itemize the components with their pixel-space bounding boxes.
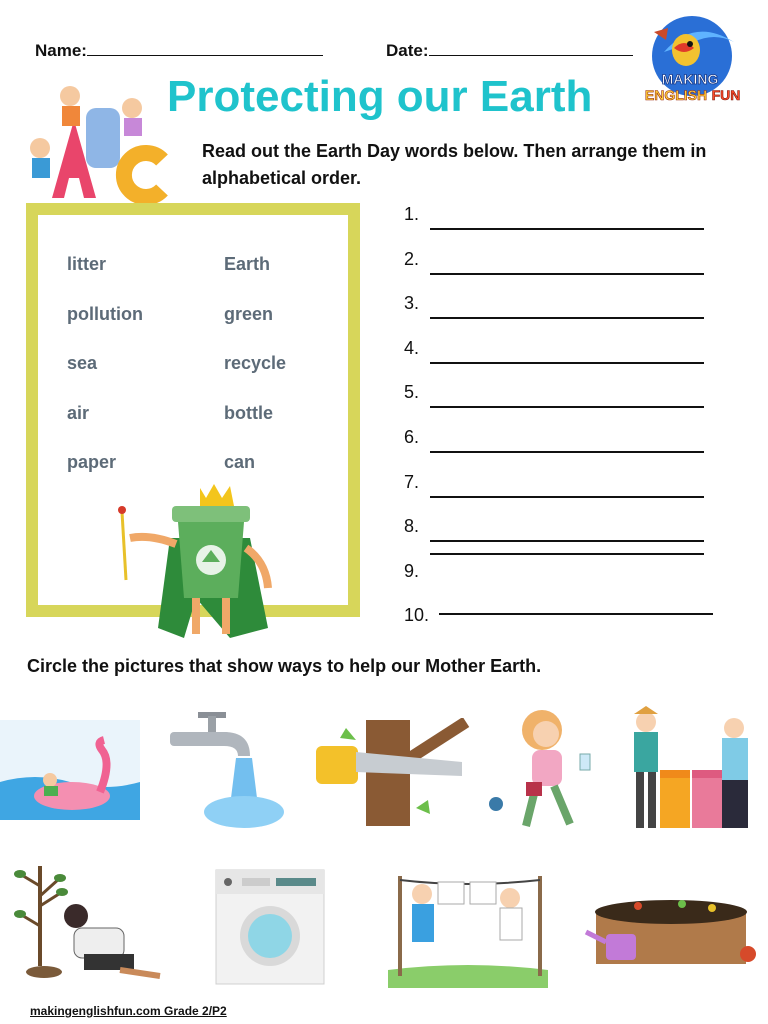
date-line[interactable] — [429, 41, 633, 56]
word-item: recycle — [224, 353, 287, 373]
word-item: Earth — [224, 254, 271, 274]
section2-instructions: Circle the pictures that show ways to help our Mother Earth. — [27, 656, 542, 676]
answer-number: 4. — [404, 337, 420, 358]
answer-line[interactable] — [439, 613, 713, 615]
date-label: Date: — [386, 41, 429, 60]
answer-list — [404, 204, 716, 635]
name-label: Name: — [35, 41, 87, 60]
answer-row — [404, 338, 716, 383]
word-item: pollution — [67, 303, 143, 324]
flamingo-float-littering-icon[interactable] — [0, 712, 140, 830]
answer-row — [404, 204, 716, 249]
answer-number: 7. — [404, 471, 420, 492]
answer-line[interactable] — [430, 451, 704, 453]
word-item: litter — [67, 254, 107, 274]
answer-line[interactable] — [430, 553, 704, 555]
word-item: green — [224, 303, 274, 324]
svg-text:MAKING: MAKING — [661, 71, 719, 87]
making-english-fun-logo — [634, 12, 746, 110]
word-item: paper — [67, 452, 117, 472]
compost-bin-icon[interactable] — [582, 888, 762, 972]
word-item: sea — [67, 353, 98, 373]
answer-number: 3. — [404, 293, 420, 314]
answer-line[interactable] — [430, 406, 704, 408]
word-item: bottle — [224, 402, 273, 423]
answer-number: 2. — [404, 248, 420, 269]
word-item: air — [67, 402, 90, 423]
drying-clothes-icon[interactable] — [388, 870, 548, 988]
answer-row — [404, 293, 716, 338]
answer-number: 9. — [404, 560, 420, 581]
svg-text:FUN: FUN — [711, 87, 741, 103]
answer-row — [404, 472, 716, 517]
answer-line[interactable] — [430, 496, 704, 498]
answer-line[interactable] — [430, 228, 704, 230]
saw-cutting-tree-icon[interactable] — [316, 718, 472, 828]
answer-line[interactable] — [430, 362, 704, 364]
answer-line[interactable] — [430, 317, 704, 319]
answer-line[interactable] — [430, 540, 704, 542]
instructions-text: Read out the Earth Day words below. Then arrange them in alphabetical order. — [202, 141, 707, 188]
girl-littering-icon[interactable] — [482, 706, 602, 832]
page-title: Protecting our Earth — [167, 72, 593, 121]
washing-machine-icon[interactable] — [214, 868, 326, 986]
date-field — [386, 41, 633, 61]
recycle-bin-king-icon — [110, 478, 280, 646]
answer-row — [404, 561, 716, 606]
answer-row — [404, 249, 716, 294]
word-list-right — [224, 254, 286, 502]
abc-kids-icon — [22, 78, 172, 203]
answer-line[interactable] — [430, 273, 704, 275]
answer-number: 10. — [404, 605, 430, 626]
name-line[interactable] — [87, 41, 323, 56]
svg-text:ENGLISH: ENGLISH — [644, 87, 708, 103]
footer-text[interactable]: makingenglishfun.com Grade 2/P2 — [30, 1004, 227, 1018]
answer-row — [404, 605, 716, 635]
answer-number: 5. — [404, 382, 420, 403]
planting-tree-icon[interactable] — [0, 856, 168, 990]
name-field — [35, 41, 323, 61]
recycling-bins-icon[interactable] — [626, 706, 762, 834]
running-tap-icon[interactable] — [168, 706, 288, 834]
answer-number: 1. — [404, 204, 420, 224]
word-item: can — [224, 452, 256, 472]
answer-row — [404, 382, 716, 427]
answer-number: 6. — [404, 426, 420, 447]
word-list-left — [67, 254, 143, 502]
answer-row — [404, 427, 716, 472]
answer-number: 8. — [404, 516, 420, 537]
